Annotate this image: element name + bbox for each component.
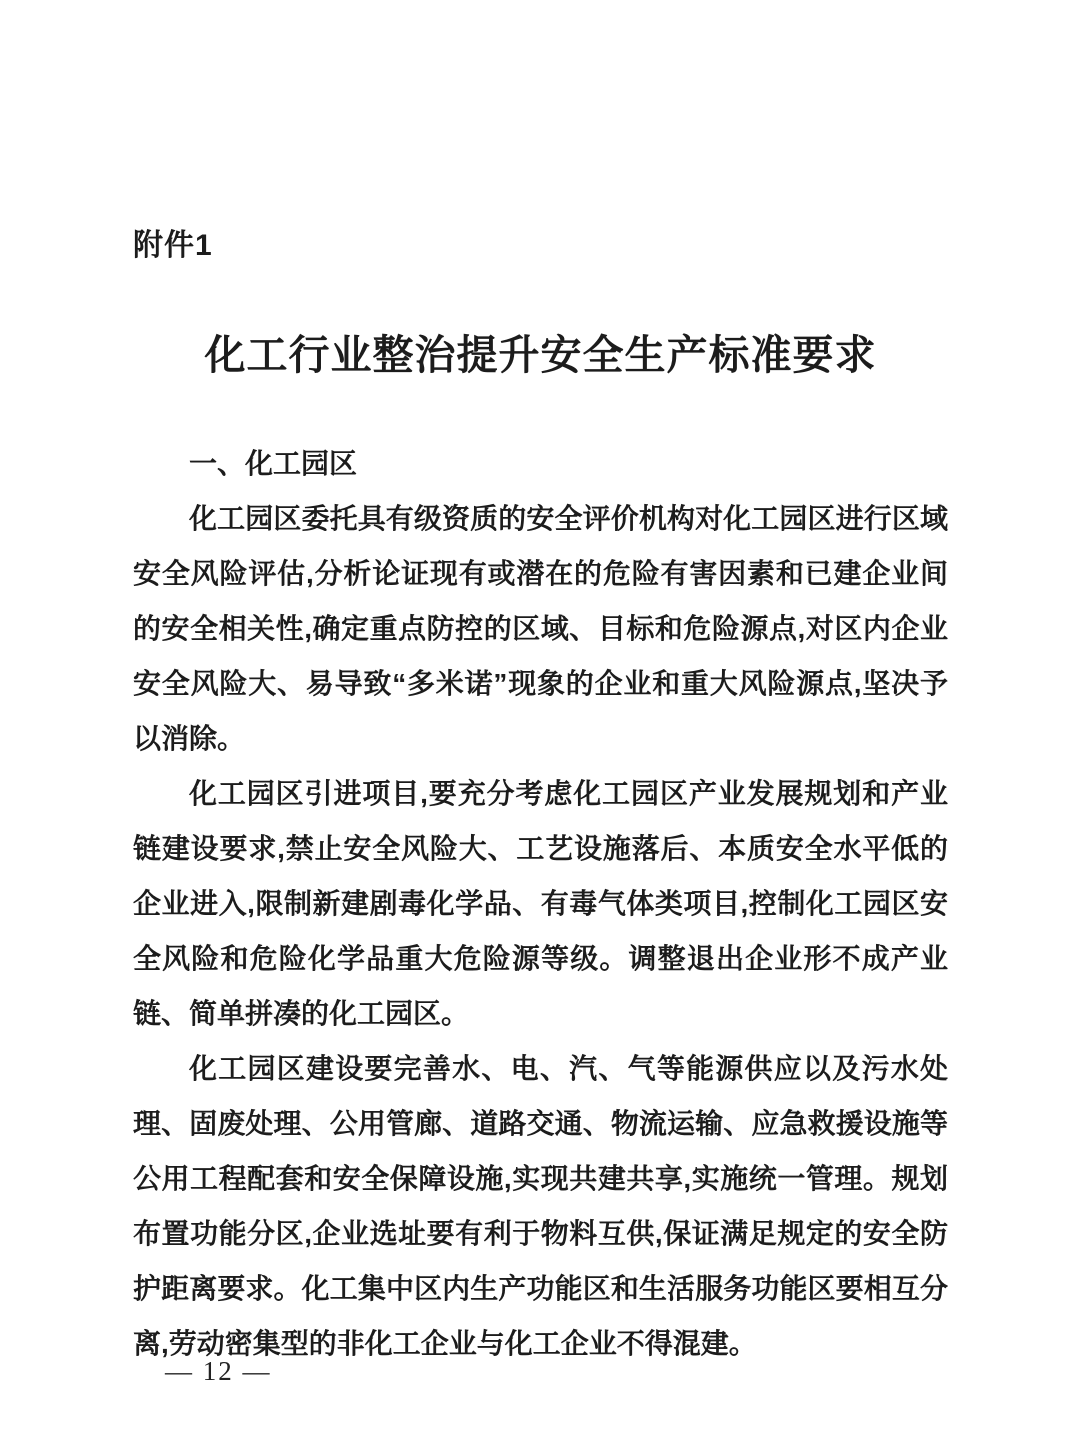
page-number: — 12 — — [165, 1356, 272, 1386]
attachment-label: 附件1 — [133, 229, 213, 262]
paragraph: 化工园区引进项目,要充分考虑化工园区产业发展规划和产业链建设要求,禁止安全风险大、工艺设施落后、本质安全水平低的企业进入,限制新建剧毒化学品、有毒气体类项目,控制化工园区安全风险和危险化学品重大危险源等级。调整退出企业形不成产业链、简单拼凑的化工园区。 — [133, 778, 948, 1029]
section-heading: 一、化工园区 — [189, 448, 358, 479]
document-body — [133, 436, 948, 1371]
paragraph: 化工园区建设要完善水、电、汽、气等能源供应以及污水处理、固废处理、公用管廊、道路交通、物流运输、应急救援设施等公用工程配套和安全保障设施,实现共建共享,实施统一管理。规划布置功能分区,企业选址要有利于物料互供,保证满足规定的安全防护距离要求。化工集中区内生产功能区和生活服务功能区要相互分离,劳动密集型的非化工企业与化工企业不得混建。 — [133, 1053, 948, 1359]
document-title: 化工行业整治提升安全生产标准要求 — [204, 332, 877, 378]
paragraph: 化工园区委托具有级资质的安全评价机构对化工园区进行区域安全风险评估,分析论证现有或潜在的危险有害因素和已建企业间的安全相关性,确定重点防控的区域、目标和危险源点,对区内企业安全风险大、易导致“多米诺”现象的企业和重大风险源点,坚决予以消除。 — [133, 503, 948, 754]
